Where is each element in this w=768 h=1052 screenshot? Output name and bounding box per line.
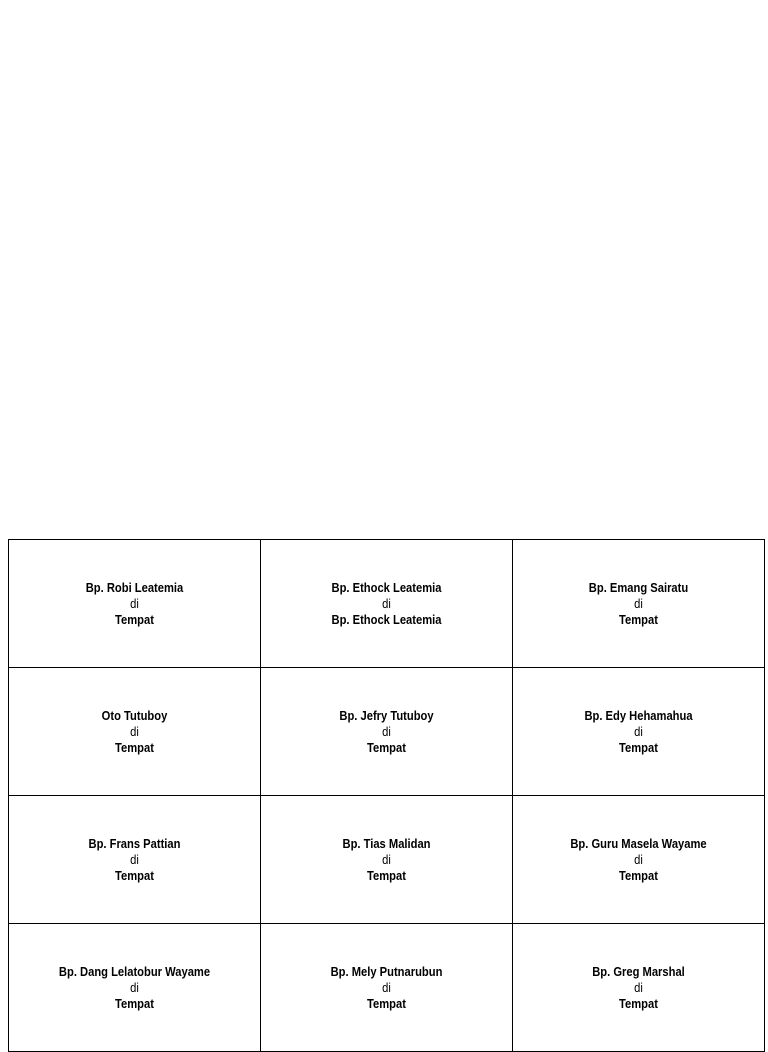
recipient-name: Bp. Emang Sairatu — [588, 579, 689, 595]
location-preposition: di — [130, 595, 139, 611]
location-preposition: di — [382, 723, 391, 739]
recipient-place: Tempat — [367, 867, 406, 883]
recipient-name: Bp. Tias Malidan — [342, 835, 431, 851]
recipient-place: Bp. Ethock Leatemia — [331, 611, 442, 627]
recipient-place: Tempat — [619, 611, 658, 627]
location-preposition: di — [634, 723, 643, 739]
label-row — [9, 796, 765, 924]
address-label — [513, 540, 765, 668]
label-row — [9, 668, 765, 796]
address-label — [9, 924, 261, 1052]
address-label — [9, 540, 261, 668]
recipient-name: Bp. Edy Hehamahua — [584, 707, 693, 723]
recipient-name: Bp. Jefry Tutuboy — [339, 707, 434, 723]
recipient-name: Bp. Ethock Leatemia — [331, 579, 442, 595]
recipient-name: Oto Tutuboy — [101, 707, 168, 723]
recipient-place: Tempat — [115, 867, 154, 883]
location-preposition: di — [634, 979, 643, 995]
label-row — [9, 540, 765, 668]
location-preposition: di — [130, 723, 139, 739]
label-row — [9, 924, 765, 1052]
address-label — [513, 796, 765, 924]
recipient-place: Tempat — [619, 995, 658, 1011]
location-preposition: di — [382, 595, 391, 611]
recipient-name: Bp. Mely Putnarubun — [330, 963, 443, 979]
recipient-place: Tempat — [115, 739, 154, 755]
recipient-place: Tempat — [115, 611, 154, 627]
recipient-name: Bp. Dang Lelatobur Wayame — [58, 963, 211, 979]
address-label — [513, 668, 765, 796]
location-preposition: di — [130, 979, 139, 995]
recipient-place: Tempat — [619, 739, 658, 755]
address-label — [9, 796, 261, 924]
address-label — [9, 668, 261, 796]
recipient-place: Tempat — [367, 739, 406, 755]
recipient-name: Bp. Greg Marshal — [592, 963, 685, 979]
address-label — [513, 924, 765, 1052]
recipient-place: Tempat — [367, 995, 406, 1011]
address-label — [261, 796, 513, 924]
location-preposition: di — [634, 595, 643, 611]
recipient-name: Bp. Guru Masela Wayame — [570, 835, 707, 851]
recipient-place: Tempat — [115, 995, 154, 1011]
recipient-place: Tempat — [619, 867, 658, 883]
location-preposition: di — [130, 851, 139, 867]
address-label — [261, 668, 513, 796]
location-preposition: di — [382, 979, 391, 995]
recipient-name: Bp. Robi Leatemia — [85, 579, 184, 595]
address-label — [261, 540, 513, 668]
location-preposition: di — [634, 851, 643, 867]
address-label — [261, 924, 513, 1052]
recipient-name: Bp. Frans Pattian — [88, 835, 181, 851]
location-preposition: di — [382, 851, 391, 867]
address-label-table — [8, 539, 765, 1052]
